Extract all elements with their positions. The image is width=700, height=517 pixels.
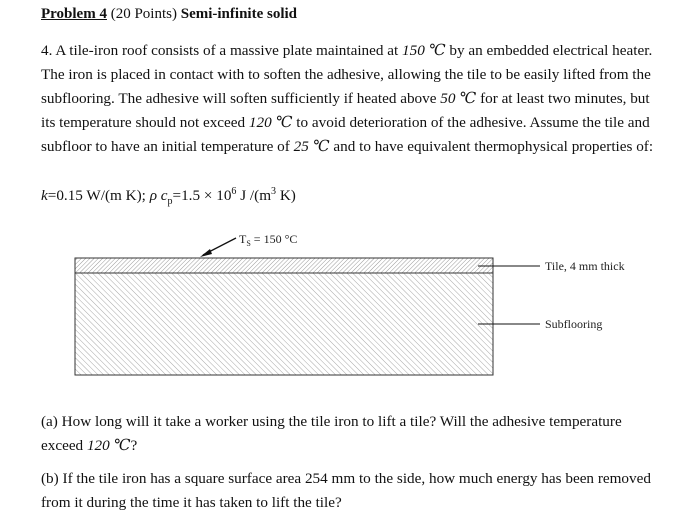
ts-value: = 150 °C: [250, 232, 298, 246]
ts-symbol: T: [239, 232, 247, 246]
question-b: (b) If the tile iron has a square surface area 254 mm to the side, how much energy has been removed from it during the time it has taken to lift the tile?: [41, 470, 651, 511]
question-a-temp: 120 ℃: [86, 437, 131, 454]
tile-figure: [0, 220, 700, 390]
problem-topic: Semi-infinite solid: [180, 6, 297, 22]
statement-part-5: and to have equivalent thermophysical properties of:: [329, 138, 654, 155]
statement-part-4: to avoid deterioration of the adhesive. Assume the tile and subfloor to have an initial temperature of: [41, 114, 650, 155]
unit-a: J /(m: [236, 187, 272, 205]
statement-part-3: for at least two minutes, but its temperature should not exceed: [41, 90, 650, 131]
tile-label: Tile, 4 mm thick: [545, 259, 625, 273]
unit-exponent: 3: [271, 186, 277, 197]
problem-heading: [41, 6, 297, 23]
problem-number: Problem 4: [41, 6, 107, 22]
statement-part-1: 4. A tile-iron roof consists of a massive plate maintained at: [41, 42, 403, 59]
k-symbol: k: [41, 187, 48, 205]
k-value: =0.15 W/(m K);: [47, 187, 150, 205]
iron-temperature: 150 ℃: [402, 42, 446, 59]
thermophysical-properties: [41, 186, 296, 207]
initial-temperature: 25 ℃: [293, 138, 330, 155]
question-a-text: (a) How long will it take a worker using the tile iron to lift a tile? Will the adhesive temperature exceed: [41, 413, 622, 454]
subfloor-block: [75, 273, 493, 375]
question-a: [41, 410, 661, 458]
problem-statement: [41, 39, 659, 159]
problem-points: (20 Points): [106, 6, 181, 22]
unit-b: K): [276, 187, 296, 205]
tile-layer: [75, 258, 493, 273]
rho-c-value: =1.5 × 10: [172, 187, 232, 205]
ts-subscript: S: [246, 239, 251, 248]
question-a-end: ?: [130, 437, 138, 454]
ts-arrow-head: [200, 249, 212, 257]
p-subscript: p: [167, 196, 173, 208]
exponent: 6: [231, 186, 237, 197]
soften-temperature: 50 ℃: [440, 90, 477, 107]
ts-label: [239, 232, 297, 248]
subfloor-label: Subflooring: [545, 317, 603, 331]
rho-c-symbol: ρ c: [149, 187, 168, 205]
statement-part-2: by an embedded electrical heater. The iron is placed in contact with to soften the adhesive, allowing the tile to be easily lifted from the subflooring. The adhesive will soften sufficiently if heated above: [41, 42, 653, 107]
max-temperature: 120 ℃: [248, 114, 293, 131]
